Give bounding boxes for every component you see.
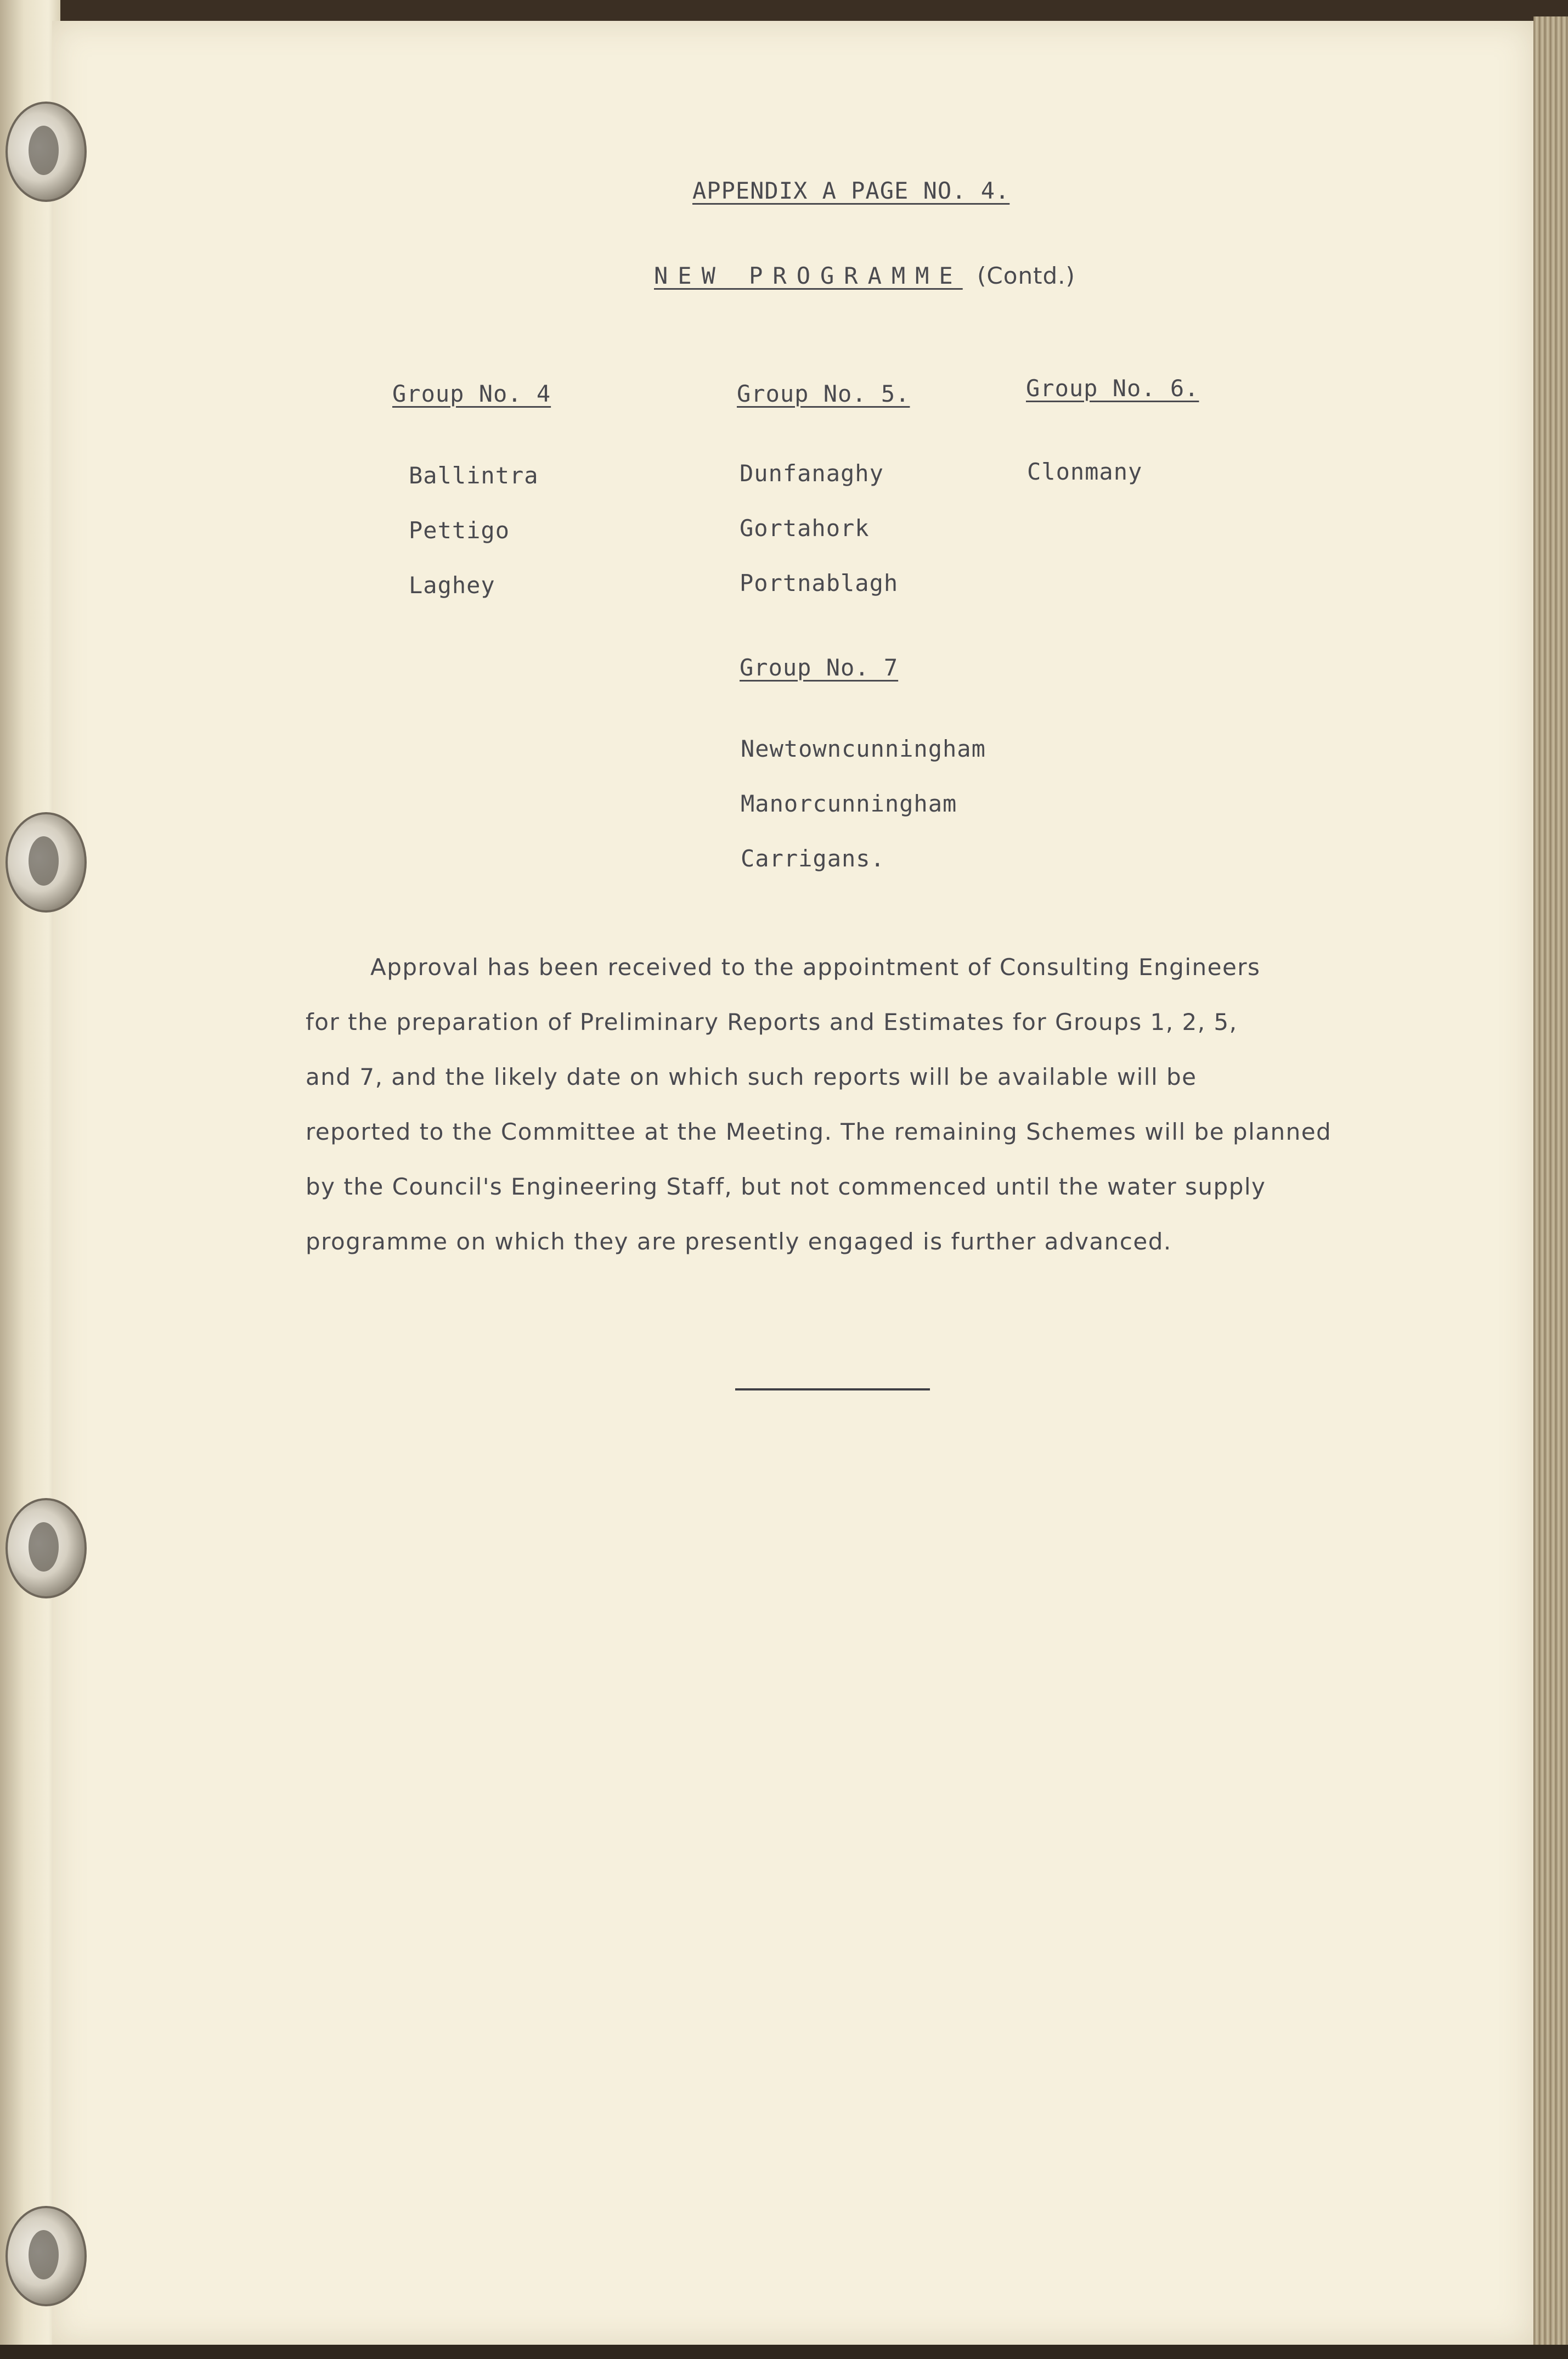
- group-4-place: Ballintra: [409, 462, 539, 489]
- appendix-title: APPENDIX A PAGE NO. 4.: [692, 177, 1010, 204]
- group-4-place: Laghey: [409, 572, 495, 599]
- paragraph-line: Approval has been received to the appointment of Consulting Engineers: [370, 954, 1261, 981]
- group-5-place: Dunfanaghy: [740, 460, 884, 487]
- group-4-title: Group No. 4: [392, 380, 551, 407]
- group-6-title: Group No. 6.: [1026, 375, 1199, 402]
- group-7-title: Group No. 7: [740, 654, 899, 681]
- closing-rule: [735, 1388, 930, 1390]
- paragraph-line: by the Council's Engineering Staff, but not commenced until the water supply: [306, 1173, 1266, 1200]
- group-5-place: Gortahork: [740, 515, 870, 542]
- group-7-place: Newtowncunningham: [741, 735, 986, 762]
- group-5-title: Group No. 5.: [737, 380, 910, 407]
- programme-title: NEW PROGRAMME: [654, 262, 963, 289]
- group-7-place: Manorcunningham: [741, 790, 957, 817]
- group-6-place: Clonmany: [1027, 458, 1143, 485]
- group-7-place: Carrigans.: [741, 845, 885, 872]
- paragraph-line: reported to the Committee at the Meeting. The remaining Schemes will be planned: [306, 1118, 1332, 1145]
- paragraph-line: and 7, and the likely date on which such reports will be available will be: [306, 1063, 1197, 1090]
- group-5-place: Portnablagh: [740, 570, 899, 596]
- programme-heading: [654, 262, 1075, 289]
- paragraph-line: programme on which they are presently engaged is further advanced.: [306, 1228, 1172, 1255]
- programme-suffix: (Contd.): [977, 262, 1075, 289]
- paragraph-line: for the preparation of Preliminary Reports and Estimates for Groups 1, 2, 5,: [306, 1009, 1238, 1035]
- group-4-place: Pettigo: [409, 517, 510, 544]
